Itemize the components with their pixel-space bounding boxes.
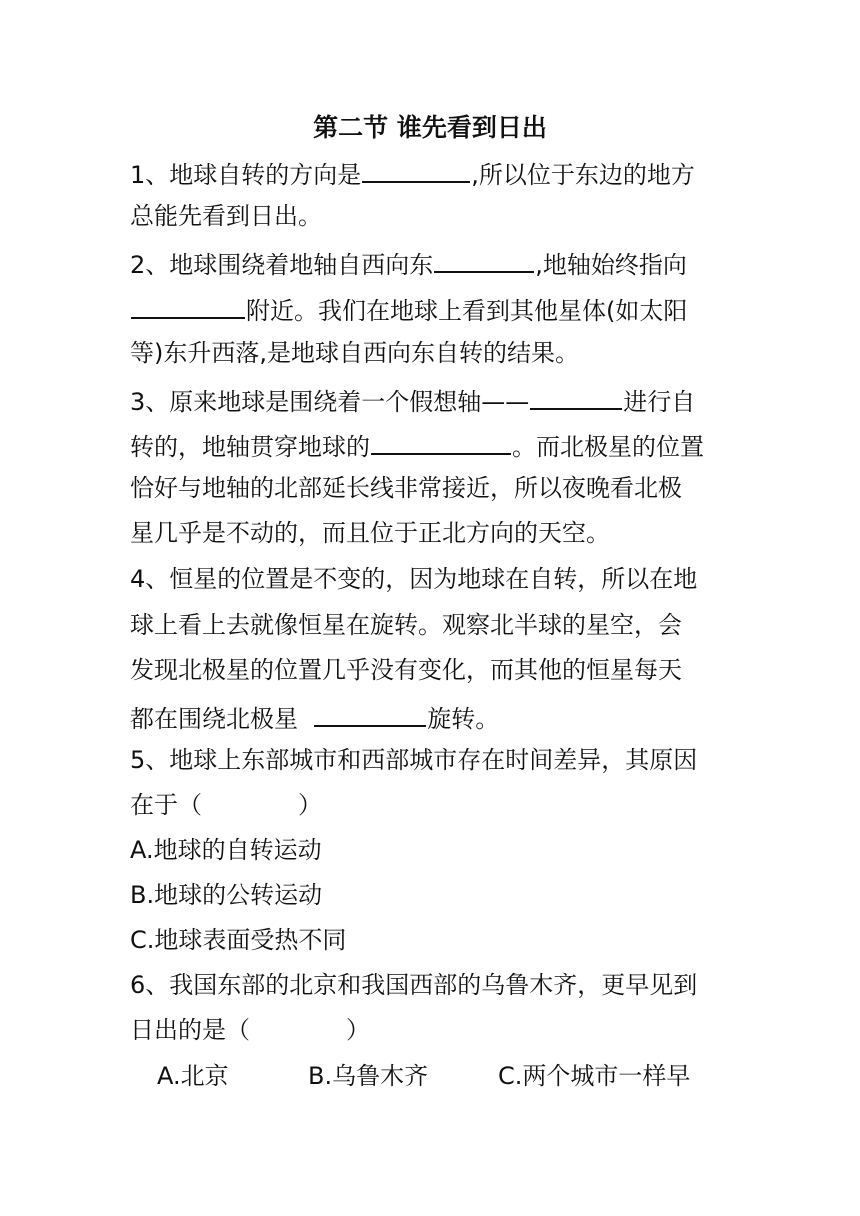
- q6-line-2: 日出的是（ ）: [130, 1016, 370, 1044]
- q5-option-a[interactable]: A.地球的自转运动: [130, 836, 322, 864]
- q4-line4-pre: 都在围绕北极星: [130, 705, 298, 733]
- q2-line2-post: 附近。我们在地球上看到其他星体(如太阳: [246, 297, 688, 325]
- q5-option-b[interactable]: B.地球的公转运动: [130, 881, 323, 909]
- q4-line-3: 发现北极星的位置几乎没有变化，而其他的恒星每天: [130, 656, 682, 684]
- q2-blank-1[interactable]: [434, 243, 534, 273]
- q1-text-post: ,所以位于东边的地方: [471, 161, 695, 189]
- section-title: 第二节 谁先看到日出: [313, 113, 547, 142]
- q5-line-1: 5、地球上东部城市和西部城市存在时间差异，其原因: [130, 746, 698, 774]
- q6-option-a[interactable]: A.北京: [157, 1062, 229, 1090]
- q4-blank[interactable]: [314, 697, 426, 727]
- q3-text-pre: 3、原来地球是围绕着一个假想轴——: [130, 388, 530, 416]
- q4-line-2: 球上看上去就像恒星在旋转。观察北半球的星空，会: [130, 611, 682, 639]
- q4-line4-post: 旋转。: [427, 705, 500, 733]
- q2-line-2: [130, 289, 740, 329]
- q1-blank[interactable]: [362, 153, 470, 183]
- q3-text-post: 进行自: [623, 388, 696, 416]
- q3-line-3: 恰好与地轴的北部延长线非常接近，所以夜晚看北极: [130, 474, 682, 502]
- q4-line-4: [130, 697, 740, 737]
- q1-line-2: 总能先看到日出。: [130, 202, 322, 230]
- q5-option-c[interactable]: C.地球表面受热不同: [130, 926, 347, 954]
- q6-option-b[interactable]: B.乌鲁木齐: [308, 1062, 429, 1090]
- q1-line-1: [130, 153, 740, 193]
- q2-text-pre: 2、地球围绕着地轴自西向东: [130, 251, 434, 279]
- q6-line-1: 6、我国东部的北京和我国西部的乌鲁木齐，更早见到: [130, 971, 698, 999]
- q1-text-pre: 1、地球自转的方向是: [130, 161, 362, 189]
- q6-option-c[interactable]: C.两个城市一样早: [498, 1062, 691, 1090]
- q2-line-1: [130, 243, 740, 283]
- q2-blank-2[interactable]: [131, 289, 245, 319]
- q3-line-4: 星几乎是不动的，而且位于正北方向的天空。: [130, 519, 610, 547]
- q2-text-post: ,地轴始终指向: [535, 251, 687, 279]
- q3-line-1: [130, 380, 740, 420]
- q2-line-3: 等)东升西落,是地球自西向东自转的结果。: [130, 339, 579, 367]
- q4-line-1: 4、恒星的位置是不变的，因为地球在自转，所以在地: [130, 565, 698, 593]
- q3-blank-1[interactable]: [530, 380, 622, 410]
- q3-line2-pre: 转的，地轴贯穿地球的: [130, 433, 370, 461]
- q3-line-2: [130, 425, 740, 465]
- q5-line-2: 在于（ ）: [130, 791, 322, 819]
- q3-line2-post: 。而北极星的位置: [512, 433, 704, 461]
- q3-blank-2[interactable]: [371, 425, 511, 455]
